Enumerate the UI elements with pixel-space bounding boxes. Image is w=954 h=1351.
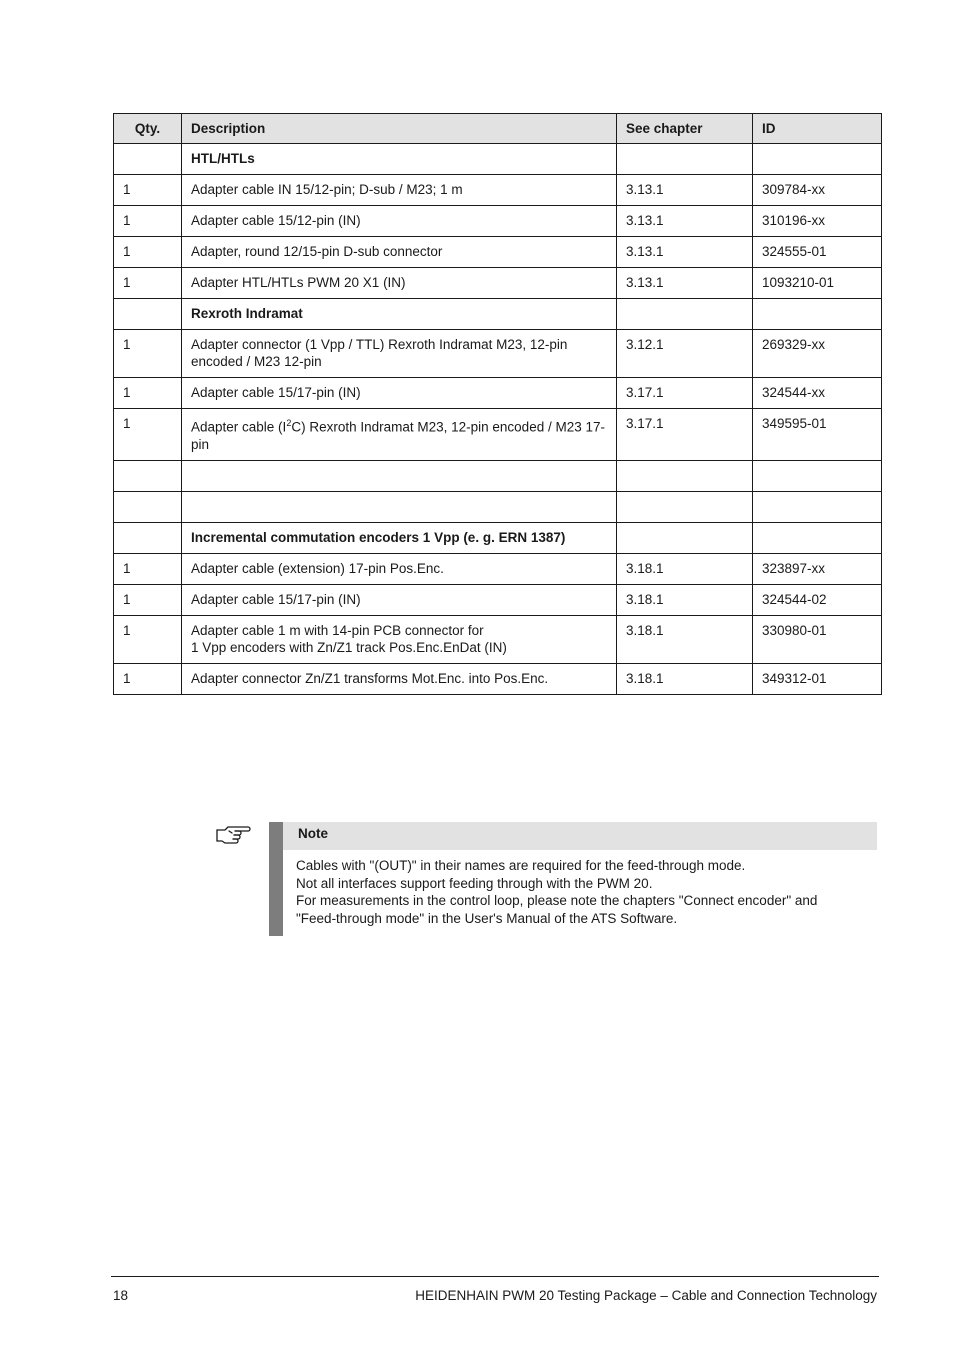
table-row	[114, 615, 882, 663]
table-row	[114, 237, 882, 268]
description-cell: Adapter connector (1 Vpp / TTL) Rexroth Indramat M23, 12-pin encoded / M23 12-pin	[182, 330, 617, 378]
table-row	[114, 175, 882, 206]
footer-rule	[111, 1276, 879, 1277]
pointing-hand-icon	[214, 822, 252, 846]
id-cell: 309784-xx	[753, 175, 882, 206]
section-row-htl	[114, 144, 882, 175]
qty-cell: 1	[114, 584, 182, 615]
empty-row	[114, 491, 882, 522]
chapter-cell: 3.13.1	[617, 206, 753, 237]
qty-cell: 1	[114, 663, 182, 694]
chapter-cell: 3.18.1	[617, 615, 753, 663]
table-row	[114, 330, 882, 378]
section-title: Rexroth Indramat	[182, 299, 617, 330]
chapter-cell: 3.17.1	[617, 409, 753, 461]
note-line: Cables with "(OUT)" in their names are required for the feed-through mode.	[296, 858, 746, 873]
table-row	[114, 378, 882, 409]
section-title: Incremental commutation encoders 1 Vpp (e. g. ERN 1387)	[182, 522, 617, 553]
header-description: Description	[182, 114, 617, 144]
id-cell: 269329-xx	[753, 330, 882, 378]
chapter-cell: 3.12.1	[617, 330, 753, 378]
id-cell: 324544-xx	[753, 378, 882, 409]
chapter-cell: 3.18.1	[617, 663, 753, 694]
note-line: For measurements in the control loop, please note the chapters "Connect encoder" and	[296, 893, 818, 908]
chapter-cell: 3.17.1	[617, 378, 753, 409]
chapter-cell: 3.13.1	[617, 268, 753, 299]
id-cell: 323897-xx	[753, 553, 882, 584]
header-qty: Qty.	[114, 114, 182, 144]
qty-cell: 1	[114, 330, 182, 378]
section-row-incremental	[114, 522, 882, 553]
description-text: C) Rexroth Indramat M23, 12-pin encoded / M23 17-pin	[191, 419, 605, 452]
description-text: Adapter cable (I	[191, 419, 287, 435]
chapter-cell: 3.13.1	[617, 175, 753, 206]
description-cell: Adapter cable (extension) 17-pin Pos.Enc.	[182, 553, 617, 584]
note-bar	[269, 822, 283, 936]
header-see-chapter: See chapter	[617, 114, 753, 144]
table-row	[114, 553, 882, 584]
superscript: 2	[286, 418, 292, 428]
empty-row	[114, 460, 882, 491]
description-cell: Adapter cable 15/12-pin (IN)	[182, 206, 617, 237]
description-cell: Adapter HTL/HTLs PWM 20 X1 (IN)	[182, 268, 617, 299]
qty-cell: 1	[114, 237, 182, 268]
id-cell: 324544-02	[753, 584, 882, 615]
header-id: ID	[753, 114, 882, 144]
qty-cell: 1	[114, 268, 182, 299]
section-row-rexroth	[114, 299, 882, 330]
section-title: HTL/HTLs	[182, 144, 617, 175]
description-cell: Adapter connector Zn/Z1 transforms Mot.Enc. into Pos.Enc.	[182, 663, 617, 694]
description-cell: Adapter cable 15/17-pin (IN)	[182, 378, 617, 409]
qty-cell: 1	[114, 615, 182, 663]
id-cell: 1093210-01	[753, 268, 882, 299]
qty-cell: 1	[114, 175, 182, 206]
note-title: Note	[283, 822, 877, 850]
description-cell: Adapter cable IN 15/12-pin; D-sub / M23; 1 m	[182, 175, 617, 206]
table-row	[114, 268, 882, 299]
id-cell: 349312-01	[753, 663, 882, 694]
qty-cell: 1	[114, 553, 182, 584]
chapter-cell: 3.18.1	[617, 553, 753, 584]
chapter-cell: 3.18.1	[617, 584, 753, 615]
qty-cell: 1	[114, 378, 182, 409]
note-line: Not all interfaces support feeding through with the PWM 20.	[296, 875, 653, 891]
footer-title: HEIDENHAIN PWM 20 Testing Package – Cable and Connection Technology	[415, 1288, 877, 1303]
table-row	[114, 206, 882, 237]
qty-cell: 1	[114, 206, 182, 237]
description-cell: Adapter, round 12/15-pin D-sub connector	[182, 237, 617, 268]
id-cell: 349595-01	[753, 409, 882, 461]
id-cell: 310196-xx	[753, 206, 882, 237]
note-line: "Feed-through mode" in the User's Manual of the ATS Software.	[296, 910, 678, 926]
chapter-cell: 3.13.1	[617, 237, 753, 268]
description-cell	[182, 409, 617, 461]
description-line: Adapter cable 1 m with 14-pin PCB connector for	[191, 622, 484, 638]
table-header-row	[114, 114, 882, 144]
table-row	[114, 584, 882, 615]
qty-cell: 1	[114, 409, 182, 461]
description-cell: Adapter cable 15/17-pin (IN)	[182, 584, 617, 615]
table-row	[114, 663, 882, 694]
table-row	[114, 409, 882, 461]
description-cell	[182, 615, 617, 663]
parts-table	[113, 113, 882, 695]
id-cell: 324555-01	[753, 237, 882, 268]
note-body	[296, 857, 876, 927]
description-line: 1 Vpp encoders with Zn/Z1 track Pos.Enc.EnDat (IN)	[191, 639, 507, 655]
page-number: 18	[113, 1288, 129, 1303]
id-cell: 330980-01	[753, 615, 882, 663]
